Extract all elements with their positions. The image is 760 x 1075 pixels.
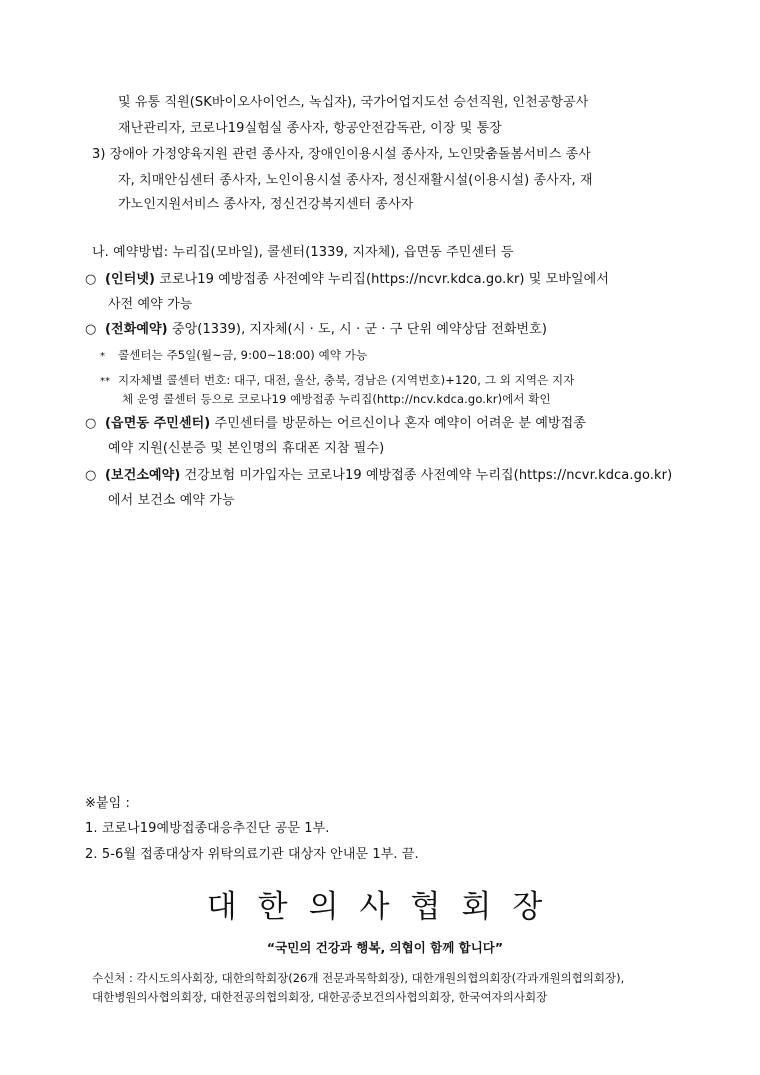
note-2-line-2: 체 운영 콜센터 등으로 코로나19 예방접종 누리집(http://ncv.kdca.go.kr)에서 확인 bbox=[122, 392, 551, 406]
bullet-circle: ○ bbox=[85, 468, 97, 483]
list-item-3-line-3: 가노인지원서비스 종사자, 정신건강복지센터 종사자 bbox=[118, 197, 414, 212]
center-reservation-line-1 bbox=[85, 416, 586, 432]
attachment-item-1: 1. 코로나19예방접종대응추진단 공문 1부. bbox=[85, 821, 330, 836]
bullet-circle: ○ bbox=[85, 272, 97, 287]
list-continuation-line-1: 및 유통 직원(SK바이오사이언스, 녹십자), 국가어업지도선 승선직원, 인천공항공사 bbox=[118, 95, 589, 110]
reservation-heading: 나. 예약방법: 누리집(모바일), 콜센터(1339, 지자체), 읍면동 주민센터 등 bbox=[92, 245, 514, 260]
health-center-reservation-line-1 bbox=[85, 468, 672, 484]
note-1-text: 콜센터는 주5일(월~금, 9:00~18:00) 예약 가능 bbox=[118, 348, 368, 362]
note-1 bbox=[100, 347, 367, 365]
list-item-3-line-1: 3) 장애아 가정양육지원 관련 종사자, 장애인이용시설 종사자, 노인맞춤돌봄서비스 종사 bbox=[92, 147, 591, 162]
internet-reservation-line-1 bbox=[85, 272, 609, 288]
center-label: (읍면동 주민센터) bbox=[105, 416, 211, 431]
attachment-item-2: 2. 5-6월 접종대상자 위탁의료기관 대상자 안내문 1부. 끝. bbox=[85, 847, 419, 862]
list-item-3-line-2: 자, 치매안심센터 종사자, 노인이용시설 종사자, 정신재활시설(이용시설) 종사자, 재 bbox=[118, 173, 593, 188]
note-1-mark: * bbox=[100, 351, 106, 362]
internet-label: (인터넷) bbox=[105, 272, 156, 287]
health-center-label: (보건소예약) bbox=[105, 468, 181, 483]
phone-text: 중앙(1339), 지자체(시 · 도, 시 · 군 · 구 단위 예약상담 전화번호) bbox=[167, 322, 547, 337]
sender-title: 대한의사협회장 bbox=[206, 889, 564, 925]
bullet-circle: ○ bbox=[85, 416, 97, 431]
list-continuation-line-2: 재난관리자, 코로나19실험실 종사자, 항공안전감독관, 이장 및 통장 bbox=[118, 121, 502, 136]
health-center-text: 건강보험 미가입자는 코로나19 예방접종 사전예약 누리집(https://ncvr.kdca.go.kr) bbox=[180, 468, 673, 483]
bullet-circle: ○ bbox=[85, 322, 97, 337]
health-center-reservation-line-2: 에서 보건소 예약 가능 bbox=[108, 493, 235, 508]
internet-text: 코로나19 예방접종 사전예약 누리집(https://ncvr.kdca.go.kr) 및 모바일에서 bbox=[155, 272, 609, 287]
attachments-heading: ※붙임 : bbox=[85, 796, 131, 811]
phone-label: (전화예약) bbox=[105, 322, 168, 337]
note-2-mark: ** bbox=[100, 376, 111, 387]
slogan: “국민의 건강과 행복, 의협이 함께 합니다” bbox=[266, 940, 504, 955]
recipients: 수신처 : 각시도의사회장, 대한의학회장(26개 전문과목학회장), 대한개원의협의회장(각과개원의협의회장), 대한병원의사협의회장, 대한전공의협의회장, 대한공중보건의사협의회장, 한국여자의사회장 bbox=[92, 971, 625, 1004]
center-reservation-line-2: 예약 지원(신분증 및 본인명의 휴대폰 지참 필수) bbox=[108, 441, 385, 456]
internet-reservation-line-2: 사전 예약 가능 bbox=[108, 297, 193, 312]
note-2-text: 지자체별 콜센터 번호: 대구, 대전, 울산, 충북, 경남은 (지역번호)+120, 그 외 지역은 지자 bbox=[118, 373, 575, 387]
phone-reservation-line-1 bbox=[85, 322, 547, 338]
center-text: 주민센터를 방문하는 어르신이나 혼자 예약이 어려운 분 예방접종 bbox=[210, 416, 586, 431]
note-2-line-1 bbox=[100, 372, 574, 390]
